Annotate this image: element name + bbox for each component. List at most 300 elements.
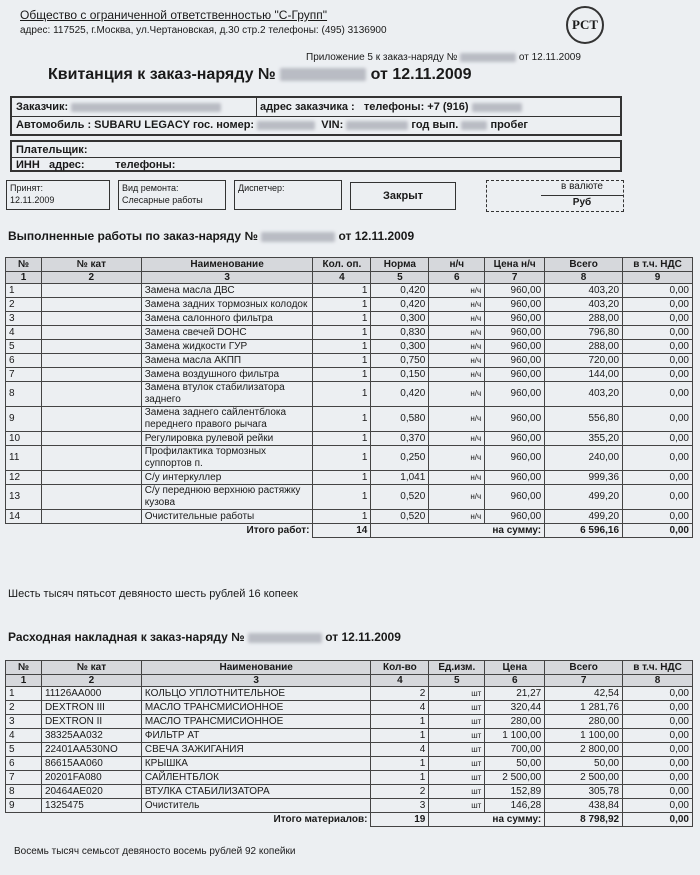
table-row — [6, 743, 693, 757]
parts-table — [5, 660, 693, 827]
cell-vat: 0,00 — [623, 799, 693, 813]
cell-total: 355,20 — [545, 432, 623, 446]
cell-name: Очистительные работы — [141, 510, 313, 524]
inn-label: ИНН — [16, 159, 40, 171]
currency-label: в валюте — [541, 181, 623, 196]
works-total-label: Итого работ: — [246, 524, 310, 536]
cell-price: 960,00 — [485, 485, 545, 510]
cell-name: Замена масла ДВС — [141, 284, 313, 298]
cell-qty: 1 — [313, 354, 371, 368]
cell-price: 50,00 — [485, 757, 545, 771]
cell-norm: 0,300 — [371, 340, 429, 354]
dispatcher-box — [234, 180, 342, 210]
cell-n: 9 — [6, 407, 42, 432]
cell-unit: н/ч — [429, 354, 485, 368]
cell-name: Замена жидкости ГУР — [141, 340, 313, 354]
cell-cat — [41, 326, 141, 340]
cell-unit: н/ч — [429, 284, 485, 298]
customer-address-label: адрес заказчика : — [260, 101, 355, 113]
cell-qty: 1 — [313, 382, 371, 407]
cell-qty: 1 — [371, 729, 429, 743]
cell-norm: 0,420 — [371, 382, 429, 407]
cell-name: Замена заднего сайлентблока переднего правого рычага — [141, 407, 313, 432]
repair-type-box — [118, 180, 226, 210]
cell-total: 556,80 — [545, 407, 623, 432]
redacted-number — [280, 68, 366, 81]
table-row — [6, 407, 693, 432]
cell-cat — [41, 471, 141, 485]
cell-cat: 20201FA080 — [41, 771, 141, 785]
cell-name: Замена масла АКПП — [141, 354, 313, 368]
table-row — [6, 485, 693, 510]
cell-name: МАСЛО ТРАНСМИСИОННОЕ — [141, 701, 371, 715]
cell-unit: шт — [429, 771, 485, 785]
logo — [566, 6, 604, 44]
cell-total: 499,20 — [545, 510, 623, 524]
cell-price: 960,00 — [485, 354, 545, 368]
parts-in-words: Восемь тысяч семьсот девяносто восемь рублей 92 копейки — [14, 846, 296, 857]
parts-title-prefix: Расходная накладная к заказ-наряду № — [8, 630, 245, 644]
dispatcher-label: Диспетчер: — [238, 183, 285, 193]
col-header: Кол. оп. — [313, 258, 371, 272]
cell-n: 3 — [6, 312, 42, 326]
cell-total: 42,54 — [545, 687, 623, 701]
cell-price: 960,00 — [485, 446, 545, 471]
col-number: 1 — [6, 675, 42, 687]
mileage-label: пробег — [490, 119, 529, 131]
title-date: от 12.11.2009 — [370, 66, 472, 83]
cell-vat: 0,00 — [623, 368, 693, 382]
cell-norm: 1,041 — [371, 471, 429, 485]
cell-total: 2 800,00 — [545, 743, 623, 757]
cell-n: 3 — [6, 715, 42, 729]
col-number: 4 — [313, 272, 371, 284]
cell-total: 50,00 — [545, 757, 623, 771]
parts-total-row — [6, 813, 693, 827]
cell-norm: 0,420 — [371, 298, 429, 312]
appendix-date: от 12.11.2009 — [518, 52, 581, 63]
cell-name: Замена свечей DOHC — [141, 326, 313, 340]
cell-cat — [41, 432, 141, 446]
cell-price: 960,00 — [485, 326, 545, 340]
cell-price: 960,00 — [485, 407, 545, 432]
accepted-label: Принят: — [10, 183, 43, 193]
cell-total: 438,84 — [545, 799, 623, 813]
cell-vat: 0,00 — [623, 743, 693, 757]
parts-title — [8, 630, 401, 644]
cell-unit: н/ч — [429, 382, 485, 407]
cell-vat: 0,00 — [623, 771, 693, 785]
cell-qty: 1 — [371, 757, 429, 771]
cell-unit: шт — [429, 687, 485, 701]
table-row — [6, 382, 693, 407]
vin-label: VIN: — [321, 119, 344, 131]
cell-qty: 3 — [371, 799, 429, 813]
works-colnum-row — [6, 272, 693, 284]
cell-norm: 0,150 — [371, 368, 429, 382]
cell-total: 2 500,00 — [545, 771, 623, 785]
col-number: 7 — [545, 675, 623, 687]
cell-vat: 0,00 — [623, 326, 693, 340]
cell-price: 960,00 — [485, 340, 545, 354]
accepted-date: 12.11.2009 — [10, 195, 55, 205]
cell-name: С/у переднюю верхнюю растяжку кузова — [141, 485, 313, 510]
cell-unit: н/ч — [429, 485, 485, 510]
cell-n: 1 — [6, 284, 42, 298]
works-in-words: Шесть тысяч пятьсот девяносто шесть рублей 16 копеек — [8, 588, 298, 600]
cell-n: 13 — [6, 485, 42, 510]
col-header: № — [6, 661, 42, 675]
cell-price: 2 500,00 — [485, 771, 545, 785]
cell-vat: 0,00 — [623, 284, 693, 298]
cell-total: 403,20 — [545, 382, 623, 407]
cell-name: Замена воздушного фильтра — [141, 368, 313, 382]
cell-qty: 1 — [313, 407, 371, 432]
cell-n: 2 — [6, 701, 42, 715]
cell-name: Замена задних тормозных колодок — [141, 298, 313, 312]
col-header: Кол-во — [371, 661, 429, 675]
table-row — [6, 785, 693, 799]
col-header: Цена — [485, 661, 545, 675]
cell-price: 320,44 — [485, 701, 545, 715]
col-header: № кат — [41, 661, 141, 675]
cell-name: Замена салонного фильтра — [141, 312, 313, 326]
cell-unit: н/ч — [429, 326, 485, 340]
cell-n: 5 — [6, 340, 42, 354]
table-row — [6, 298, 693, 312]
col-header: Ед.изм. — [429, 661, 485, 675]
col-header: Норма — [371, 258, 429, 272]
cell-total: 499,20 — [545, 485, 623, 510]
cell-cat: 22401AA530NO — [41, 743, 141, 757]
cell-total: 280,00 — [545, 715, 623, 729]
cell-cat — [41, 284, 141, 298]
payer-block — [10, 140, 622, 172]
table-row — [6, 771, 693, 785]
cell-total: 240,00 — [545, 446, 623, 471]
cell-n: 4 — [6, 326, 42, 340]
cell-qty: 1 — [313, 368, 371, 382]
cell-norm: 0,370 — [371, 432, 429, 446]
cell-qty: 1 — [313, 340, 371, 354]
cell-vat: 0,00 — [623, 510, 693, 524]
cell-qty: 1 — [313, 326, 371, 340]
table-row — [6, 715, 693, 729]
table-row — [6, 432, 693, 446]
cell-name: ФИЛЬТР АТ — [141, 729, 371, 743]
currency-value: Руб — [572, 197, 592, 208]
table-row — [6, 354, 693, 368]
cell-price: 960,00 — [485, 382, 545, 407]
cell-qty: 2 — [371, 785, 429, 799]
col-number: 8 — [623, 675, 693, 687]
table-row — [6, 471, 693, 485]
cell-price: 960,00 — [485, 471, 545, 485]
cell-unit: шт — [429, 799, 485, 813]
car-row — [16, 119, 528, 131]
cell-price: 960,00 — [485, 432, 545, 446]
works-total-sum: 6 596,16 — [545, 524, 623, 538]
cell-unit: шт — [429, 757, 485, 771]
cell-vat: 0,00 — [623, 715, 693, 729]
payer-address-label: адрес: — [48, 159, 85, 171]
col-number: 2 — [41, 675, 141, 687]
cell-total: 403,20 — [545, 298, 623, 312]
cell-n: 2 — [6, 298, 42, 312]
col-header: н/ч — [429, 258, 485, 272]
cell-vat: 0,00 — [623, 446, 693, 471]
cell-n: 12 — [6, 471, 42, 485]
cell-total: 999,36 — [545, 471, 623, 485]
cell-vat: 0,00 — [623, 298, 693, 312]
customer-address-row — [260, 101, 522, 113]
parts-sum-label: на сумму: — [429, 813, 545, 827]
cell-norm: 0,580 — [371, 407, 429, 432]
parts-total-qty: 19 — [371, 813, 429, 827]
cell-n: 9 — [6, 799, 42, 813]
table-row — [6, 368, 693, 382]
cell-vat: 0,00 — [623, 757, 693, 771]
cell-total: 1 281,76 — [545, 701, 623, 715]
cell-qty: 1 — [313, 446, 371, 471]
col-header: Наименование — [141, 258, 313, 272]
cell-qty: 1 — [371, 715, 429, 729]
col-header: Всего — [545, 258, 623, 272]
cell-unit: н/ч — [429, 432, 485, 446]
cell-cat — [41, 354, 141, 368]
table-row — [6, 701, 693, 715]
cell-name: С/у интеркуллер — [141, 471, 313, 485]
col-number: 3 — [141, 272, 313, 284]
cell-total: 403,20 — [545, 284, 623, 298]
cell-total: 144,00 — [545, 368, 623, 382]
divider — [12, 157, 620, 158]
parts-header-row — [6, 661, 693, 675]
cell-n: 8 — [6, 382, 42, 407]
cell-n: 5 — [6, 743, 42, 757]
table-row — [6, 757, 693, 771]
table-row — [6, 340, 693, 354]
cell-vat: 0,00 — [623, 382, 693, 407]
cell-n: 11 — [6, 446, 42, 471]
cell-norm: 0,750 — [371, 354, 429, 368]
cell-qty: 1 — [313, 312, 371, 326]
cell-norm: 0,250 — [371, 446, 429, 471]
cell-name: КОЛЬЦО УПЛОТНИТЕЛЬНОЕ — [141, 687, 371, 701]
inn-row — [16, 159, 175, 171]
title-prefix: Квитанция к заказ-наряду № — [48, 66, 276, 83]
cell-unit: н/ч — [429, 446, 485, 471]
cell-cat: 1325475 — [41, 799, 141, 813]
cell-name: СВЕЧА ЗАЖИГАНИЯ — [141, 743, 371, 757]
col-number: 9 — [623, 272, 693, 284]
cell-price: 280,00 — [485, 715, 545, 729]
cell-price: 960,00 — [485, 510, 545, 524]
table-row — [6, 326, 693, 340]
customer-row — [16, 101, 221, 113]
company-address: адрес: 117525, г.Москва, ул.Чертановская, д.30 стр.2 телефоны: (495) 3136900 — [20, 25, 387, 36]
col-number: 6 — [429, 272, 485, 284]
table-row — [6, 799, 693, 813]
works-sum-label: на сумму: — [371, 524, 545, 538]
appendix-prefix: Приложение 5 к заказ-наряду № — [306, 52, 458, 63]
table-row — [6, 284, 693, 298]
works-title-date: от 12.11.2009 — [338, 229, 415, 243]
cell-cat — [41, 340, 141, 354]
redacted-number — [460, 53, 516, 62]
cell-vat: 0,00 — [623, 471, 693, 485]
cell-qty: 1 — [313, 284, 371, 298]
accepted-box — [6, 180, 110, 210]
cell-unit: н/ч — [429, 471, 485, 485]
cell-norm: 0,300 — [371, 312, 429, 326]
cell-unit: н/ч — [429, 312, 485, 326]
works-title-prefix: Выполненные работы по заказ-наряду № — [8, 229, 258, 243]
cell-price: 960,00 — [485, 368, 545, 382]
cell-cat — [41, 312, 141, 326]
cell-qty: 4 — [371, 701, 429, 715]
redacted-vin — [346, 121, 408, 130]
cell-cat — [41, 298, 141, 312]
col-header: Наименование — [141, 661, 371, 675]
col-header: Всего — [545, 661, 623, 675]
cell-n: 7 — [6, 771, 42, 785]
cell-unit: н/ч — [429, 340, 485, 354]
cell-cat: 11126AA000 — [41, 687, 141, 701]
cell-n: 6 — [6, 354, 42, 368]
cell-cat: DEXTRON II — [41, 715, 141, 729]
redacted-number — [261, 232, 335, 242]
phones-label: телефоны: +7 (916) — [363, 101, 469, 113]
cell-total: 1 100,00 — [545, 729, 623, 743]
cell-unit: н/ч — [429, 407, 485, 432]
logo-text: PCT — [572, 17, 598, 32]
parts-total-sum: 8 798,92 — [545, 813, 623, 827]
closed-button — [350, 182, 456, 210]
cell-total: 796,80 — [545, 326, 623, 340]
col-number: 5 — [371, 272, 429, 284]
car-label: Автомобиль : SUBARU LEGACY — [16, 119, 190, 131]
col-number: 7 — [485, 272, 545, 284]
table-row — [6, 312, 693, 326]
cell-cat: DEXTRON III — [41, 701, 141, 715]
cell-vat: 0,00 — [623, 729, 693, 743]
page-title — [48, 66, 472, 84]
cell-unit: н/ч — [429, 368, 485, 382]
col-number: 3 — [141, 675, 371, 687]
customer-label: Заказчик: — [16, 101, 69, 113]
redacted-customer — [71, 103, 221, 112]
payer-label: Плательщик: — [16, 144, 88, 156]
cell-price: 1 100,00 — [485, 729, 545, 743]
cell-norm: 0,830 — [371, 326, 429, 340]
cell-unit: н/ч — [429, 298, 485, 312]
year-label: год вып. — [411, 119, 459, 131]
parts-total-label: Итого материалов: — [273, 813, 368, 825]
plate-label: гос. номер: — [192, 119, 255, 131]
payer-phones-label: телефоны: — [115, 159, 176, 171]
cell-cat — [41, 382, 141, 407]
cell-n: 8 — [6, 785, 42, 799]
cell-unit: шт — [429, 715, 485, 729]
cell-unit: шт — [429, 729, 485, 743]
cell-qty: 1 — [313, 298, 371, 312]
repair-type-label: Вид ремонта: — [122, 183, 179, 193]
redacted-plate — [257, 121, 315, 130]
table-row — [6, 687, 693, 701]
cell-vat: 0,00 — [623, 340, 693, 354]
company-name: Общество с ограниченной ответственностью "С-Групп" — [20, 8, 328, 22]
cell-vat: 0,00 — [623, 701, 693, 715]
parts-total-vat: 0,00 — [623, 813, 693, 827]
cell-name: КРЫШКА — [141, 757, 371, 771]
cell-unit: шт — [429, 701, 485, 715]
cell-n: 4 — [6, 729, 42, 743]
cell-vat: 0,00 — [623, 312, 693, 326]
cell-norm: 0,520 — [371, 485, 429, 510]
cell-norm: 0,520 — [371, 510, 429, 524]
cell-price: 152,89 — [485, 785, 545, 799]
works-total-vat: 0,00 — [623, 524, 693, 538]
cell-cat: 86615AA060 — [41, 757, 141, 771]
cell-total: 305,78 — [545, 785, 623, 799]
redacted-year — [461, 121, 487, 130]
currency-box — [486, 180, 624, 212]
cell-n: 14 — [6, 510, 42, 524]
cell-name: САЙЛЕНТБЛОК — [141, 771, 371, 785]
table-row — [6, 510, 693, 524]
redacted-number — [248, 633, 322, 643]
cell-qty: 1 — [371, 771, 429, 785]
col-number: 2 — [41, 272, 141, 284]
cell-unit: шт — [429, 743, 485, 757]
col-header: № кат — [41, 258, 141, 272]
divider — [12, 116, 620, 117]
cell-vat: 0,00 — [623, 687, 693, 701]
cell-total: 288,00 — [545, 312, 623, 326]
cell-price: 146,28 — [485, 799, 545, 813]
cell-cat — [41, 407, 141, 432]
table-row — [6, 729, 693, 743]
cell-qty: 1 — [313, 510, 371, 524]
table-row — [6, 446, 693, 471]
works-header-row — [6, 258, 693, 272]
works-total-row — [6, 524, 693, 538]
cell-name: Регулировка рулевой рейки — [141, 432, 313, 446]
cell-qty: 1 — [313, 471, 371, 485]
cell-name: Профилактика тормозных суппортов п. — [141, 446, 313, 471]
cell-unit: шт — [429, 785, 485, 799]
cell-vat: 0,00 — [623, 485, 693, 510]
cell-cat — [41, 368, 141, 382]
cell-vat: 0,00 — [623, 432, 693, 446]
col-header: № — [6, 258, 42, 272]
col-number: 6 — [485, 675, 545, 687]
cell-unit: н/ч — [429, 510, 485, 524]
divider — [256, 98, 257, 116]
cell-name: МАСЛО ТРАНСМИСИОННОЕ — [141, 715, 371, 729]
works-title — [8, 229, 414, 243]
cell-qty: 2 — [371, 687, 429, 701]
cell-price: 960,00 — [485, 284, 545, 298]
cell-norm: 0,420 — [371, 284, 429, 298]
cell-vat: 0,00 — [623, 354, 693, 368]
col-number: 1 — [6, 272, 42, 284]
col-header: Цена н/ч — [485, 258, 545, 272]
cell-name: ВТУЛКА СТАБИЛИЗАТОРА — [141, 785, 371, 799]
col-header: в т.ч. НДС — [623, 661, 693, 675]
cell-name: Замена втулок стабилизатора заднего — [141, 382, 313, 407]
